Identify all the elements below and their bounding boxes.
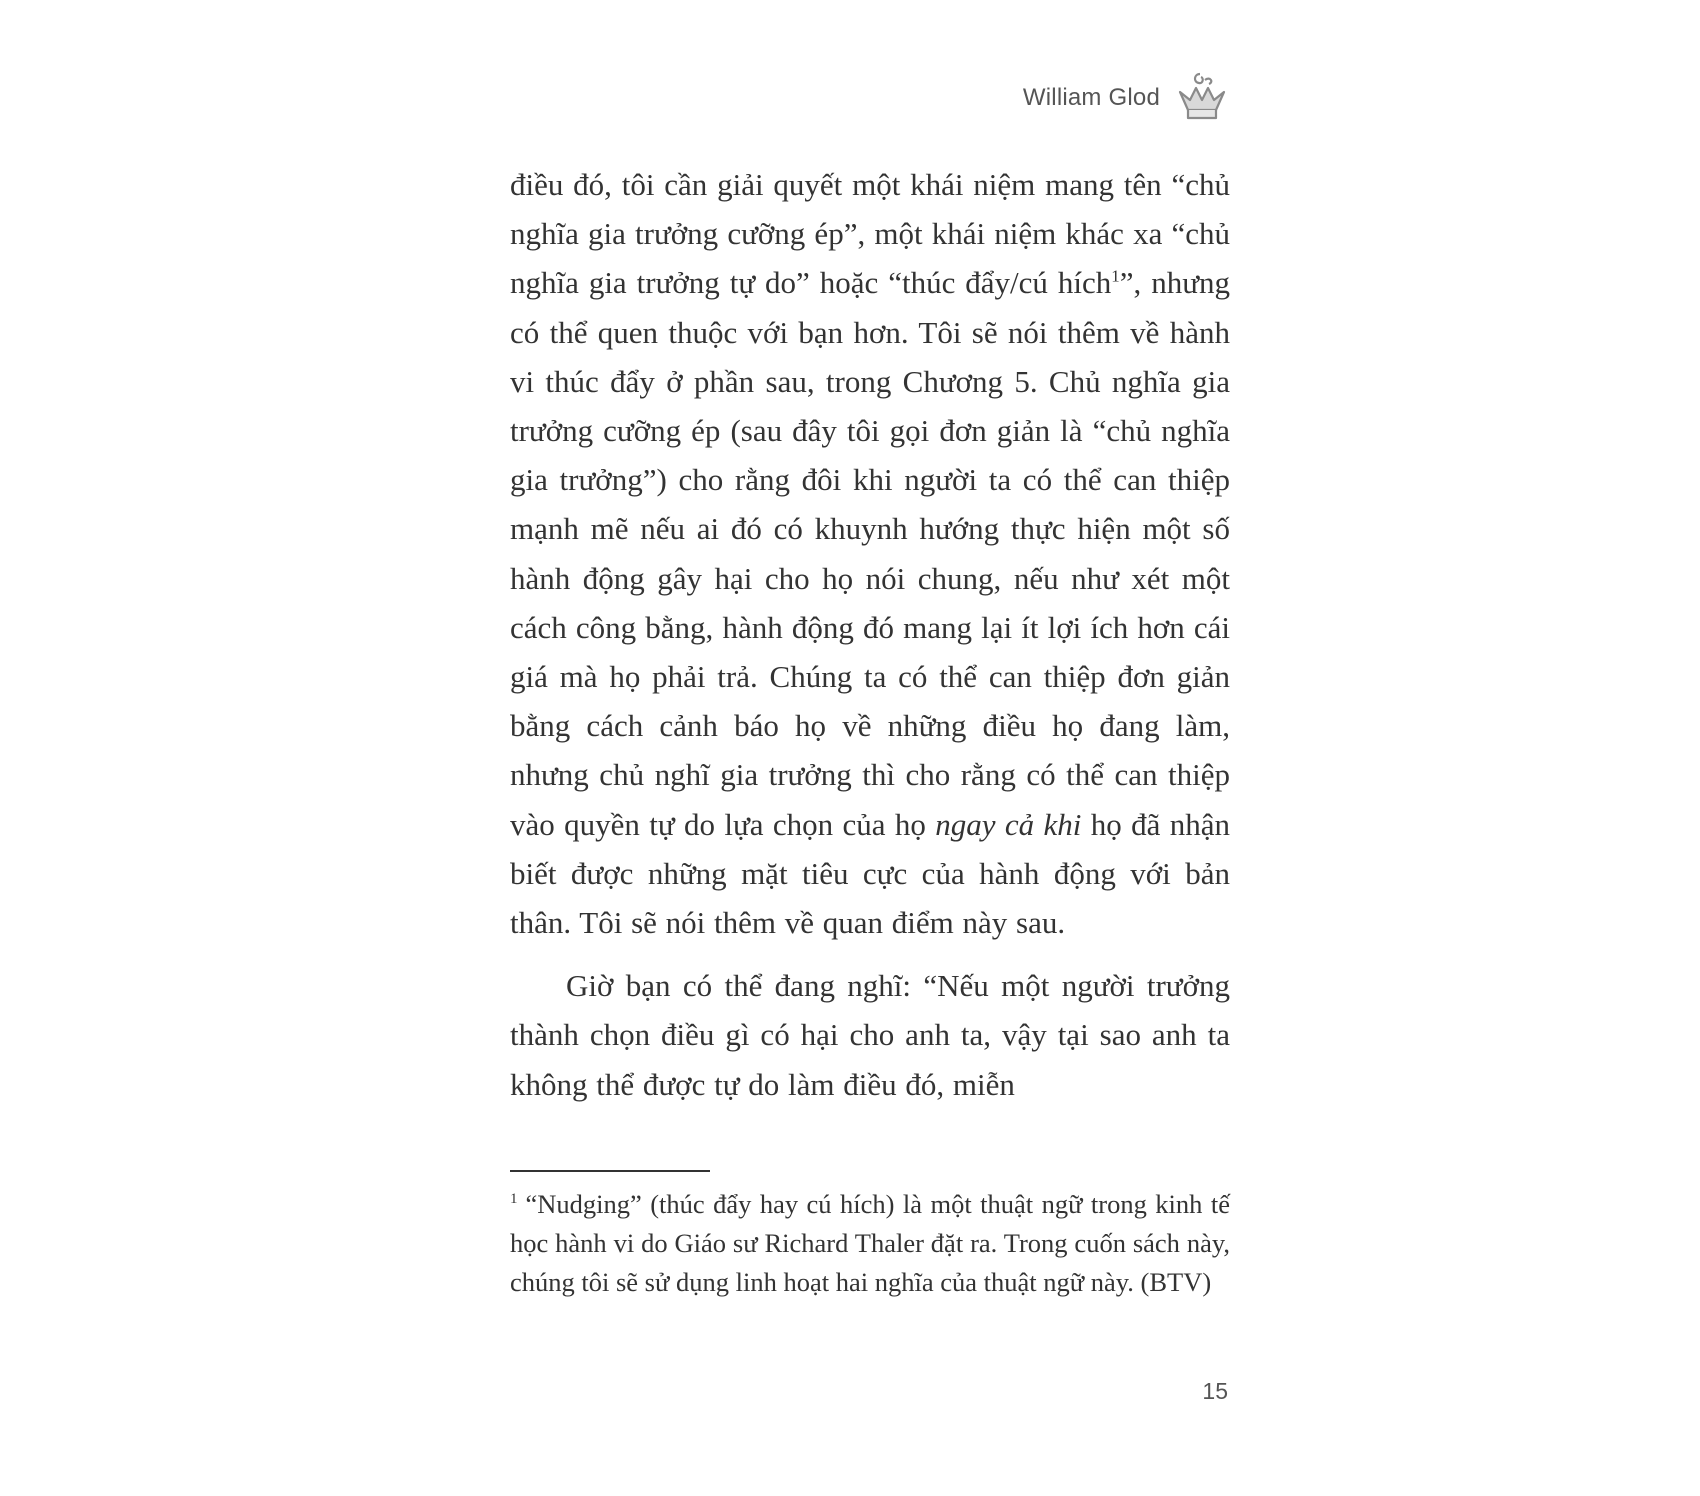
paragraph-1-italic: ngay cả khi [935, 806, 1082, 842]
running-header [1023, 70, 1230, 126]
footnote-text: “Nudging” (thúc đẩy hay cú hích) là một thuật ngữ trong kinh tế học hành vi do Giáo sư Richard Thaler đặt ra. Trong cuốn sách này, chúng tôi sẽ sử dụng linh hoạt hai nghĩa của thuật ngữ này. (BTV) [510, 1189, 1230, 1297]
footnote-marker: 1 [510, 1191, 518, 1208]
main-text [510, 160, 1230, 1109]
paragraph-2: Giờ bạn có thể đang nghĩ: “Nếu một người trưởng thành chọn điều gì có hại cho anh ta, vậy tại sao anh ta không thể được tự do làm điều đó, miễn [510, 968, 1230, 1102]
footnote-divider [510, 1170, 710, 1172]
page-number: 15 [1202, 1378, 1228, 1404]
paragraph-1-part3: họ đã nhận biết được những mặt tiêu cực của hành động với bản thân. Tôi sẽ nói thêm về quan điểm này sau. [510, 806, 1231, 941]
crown-logo-icon [1174, 70, 1230, 126]
header-author: William Glod [1022, 84, 1160, 111]
footnote [510, 1185, 1230, 1302]
paragraph-1 [510, 160, 1230, 947]
paragraph-1-part2: ”, nhưng có thể quen thuộc với bạn hơn. Tôi sẽ nói thêm về hành vi thúc đẩy ở phần sau, trong Chương 5. Chủ nghĩa gia trưởng cưỡng ép (sau đây tôi gọi đơn giản là “chủ nghĩa gia trưởng”) cho rằng đôi khi người ta có thể can thiệp mạnh mẽ nếu ai đó có khuynh hướng thực hiện một số hành động gây hại cho họ nói chung, nếu như xét một cách công bằng, hành động đó mang lại ít lợi ích hơn cái giá mà họ phải trả. Chúng ta có thể can thiệp đơn giản bằng cách cảnh báo họ về những điều họ đang làm, nhưng chủ nghĩ gia trưởng thì cho rằng có thể can thiệp vào quyền tự do lựa chọn của họ [510, 265, 1231, 842]
footnote-reference: 1 [1111, 267, 1120, 287]
paragraph-1-part1: điều đó, tôi cần giải quyết một khái niệm mang tên “chủ nghĩa gia trưởng cưỡng ép”, một khái niệm khác xa “chủ nghĩa gia trưởng tự do” hoặc “thúc đẩy/cú hích [510, 167, 1230, 301]
